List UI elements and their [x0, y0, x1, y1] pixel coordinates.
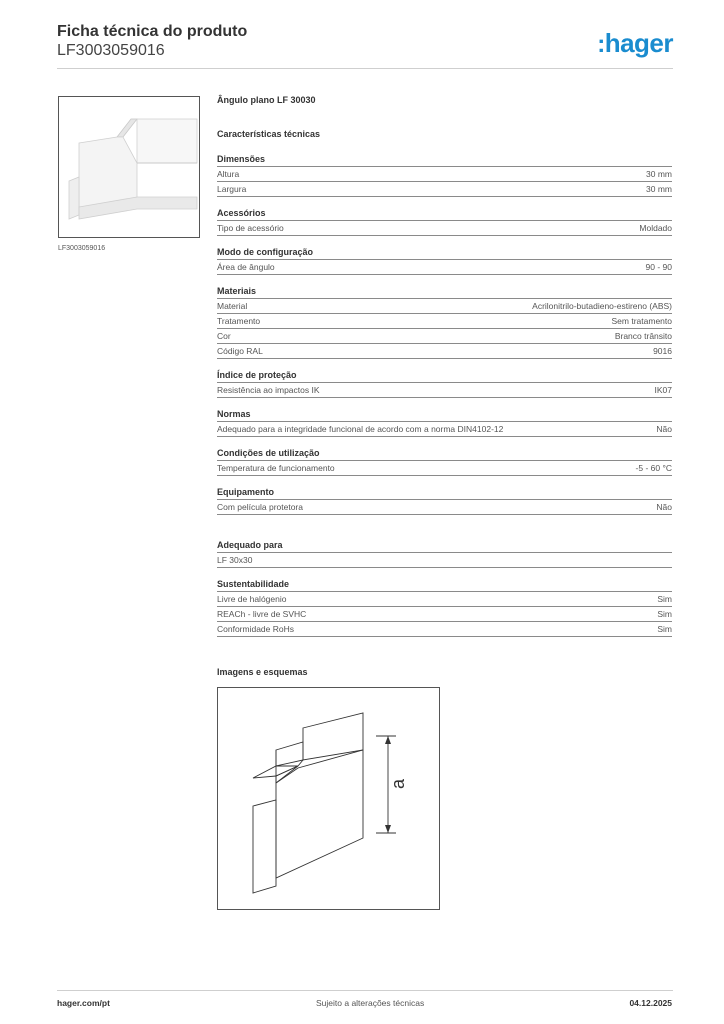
technical-drawing	[217, 687, 440, 910]
section-usage-conditions	[217, 447, 672, 476]
spec-label: Altura	[217, 169, 240, 179]
technical-drawing-image	[218, 688, 439, 909]
spec-label: Conformidade RoHs	[217, 624, 295, 634]
section-sustainability	[217, 578, 672, 637]
product-code: LF3003059016	[57, 42, 165, 59]
footer-disclaimer: Sujeito a alterações técnicas	[316, 998, 425, 1008]
section-dimensions	[217, 153, 672, 197]
spec-value: Sem tratamento	[611, 316, 672, 326]
spec-label: Com película protetora	[217, 502, 303, 512]
section-title: Dimensões	[217, 153, 672, 167]
section-title: Sustentabilidade	[217, 578, 672, 592]
section-suitable-for	[217, 539, 672, 568]
spec-label: Código RAL	[217, 346, 263, 356]
spec-row	[217, 221, 672, 236]
spec-row	[217, 461, 672, 476]
spec-label: Resistência ao impactos IK	[217, 385, 320, 395]
section-accessories	[217, 207, 672, 236]
section-title: Acessórios	[217, 207, 672, 221]
section-standards	[217, 408, 672, 437]
spec-label: Tipo de acessório	[217, 223, 284, 233]
photo-caption: LF3003059016	[58, 245, 106, 252]
spec-value: -5 - 60 °C	[635, 463, 672, 473]
section-materials	[217, 285, 672, 359]
section-title: Equipamento	[217, 486, 672, 500]
technical-specs	[217, 95, 672, 637]
spec-row	[217, 167, 672, 182]
spec-row	[217, 622, 672, 637]
spec-row	[217, 500, 672, 515]
section-title: Índice de proteção	[217, 369, 672, 383]
spec-label: Área de ângulo	[217, 262, 275, 272]
spec-row	[217, 299, 672, 314]
footer-divider	[57, 990, 673, 991]
spec-value: Não	[656, 424, 672, 434]
spec-label: REACh - livre de SVHC	[217, 609, 307, 619]
images-heading: Imagens e esquemas	[217, 667, 308, 677]
spec-label: Material	[217, 301, 248, 311]
logo-text: hager	[604, 28, 673, 58]
spec-row	[217, 182, 672, 197]
spec-row	[217, 383, 672, 398]
spec-row	[217, 422, 672, 437]
spec-row	[217, 607, 672, 622]
spec-row	[217, 553, 672, 568]
hager-logo: :hager	[597, 28, 673, 58]
page-header	[57, 22, 673, 60]
product-photo	[58, 96, 200, 238]
product-name: Ângulo plano LF 30030	[217, 95, 316, 105]
spec-value: Branco trânsito	[614, 331, 672, 341]
spec-label: LF 30x30	[217, 555, 253, 565]
spec-label: Largura	[217, 184, 247, 194]
spec-value: Sim	[657, 594, 672, 604]
spec-label: Tratamento	[217, 316, 261, 326]
section-configuration	[217, 246, 672, 275]
spec-row	[217, 592, 672, 607]
spec-value: Acrilonitrilo-butadieno-estireno (ABS)	[532, 301, 672, 311]
website-link[interactable]: hager.com/pt	[57, 998, 110, 1008]
spec-value: 30 mm	[646, 184, 672, 194]
spec-value: 9016	[653, 346, 672, 356]
section-title: Modo de configuração	[217, 246, 672, 260]
spec-value: 90 - 90	[645, 262, 672, 272]
spec-row	[217, 314, 672, 329]
spec-value: Não	[656, 502, 672, 512]
section-title: Normas	[217, 408, 672, 422]
dimension-label: a	[388, 778, 408, 790]
document-title: Ficha técnica do produto	[57, 23, 248, 40]
spec-row	[217, 329, 672, 344]
product-photo-image	[59, 97, 199, 237]
spec-label: Cor	[217, 331, 231, 341]
spec-value: IK07	[654, 385, 672, 395]
spec-value: Sim	[657, 624, 672, 634]
section-title: Materiais	[217, 285, 672, 299]
section-title: Adequado para	[217, 539, 672, 553]
spec-row	[217, 344, 672, 359]
section-equipment	[217, 486, 672, 515]
spec-label: Livre de halógenio	[217, 594, 287, 604]
section-protection	[217, 369, 672, 398]
section-title: Condições de utilização	[217, 447, 672, 461]
header-divider	[57, 68, 673, 69]
spec-label: Temperatura de funcionamento	[217, 463, 335, 473]
footer-date: 04.12.2025	[629, 998, 672, 1008]
spec-value: Sim	[657, 609, 672, 619]
spec-value: Moldado	[639, 223, 672, 233]
spec-value: 30 mm	[646, 169, 672, 179]
spec-label: Adequado para a integridade funcional de acordo com a norma DIN4102-12	[217, 424, 504, 434]
spec-row	[217, 260, 672, 275]
specs-heading: Características técnicas	[217, 129, 321, 139]
